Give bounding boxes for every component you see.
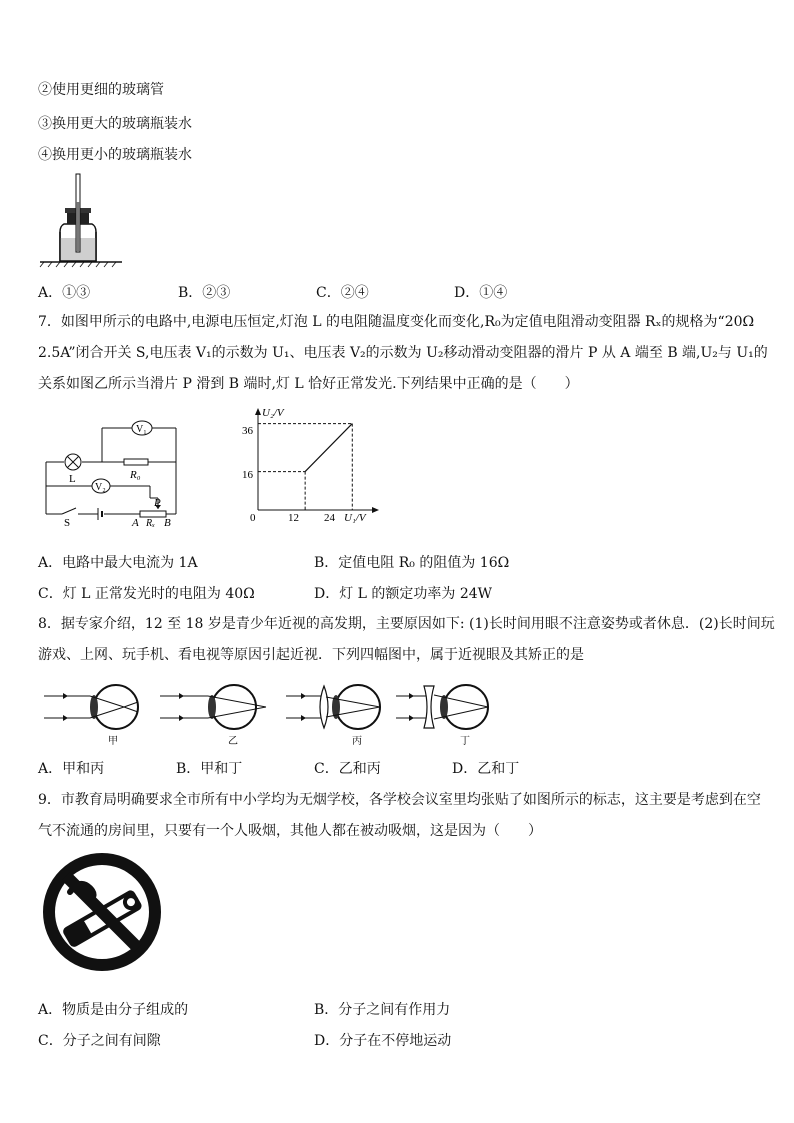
y-tick-16: 16 xyxy=(242,469,253,481)
lamp-label: L xyxy=(69,473,76,485)
origin-label: 0 xyxy=(250,512,256,524)
x-tick-12: 12 xyxy=(288,512,299,524)
v1-label: V₁ xyxy=(136,424,147,435)
q8-stem-line-2: 游戏、上网、玩手机、看电视等原因引起近视．下列四幅图中，属于近视眼及其矫正的是 xyxy=(38,647,584,663)
q7-option-a[interactable]: A．电路中最大电流为 1A xyxy=(38,555,198,571)
v2-label: V₂ xyxy=(95,482,106,493)
x-tick-24: 24 xyxy=(324,512,335,524)
q9-stem-line-1: 9．市教育局明确要求全市所有中小学均为无烟学校，各学校会议室里均张贴了如图所示的标志，这主要是考虑到在空 xyxy=(38,792,761,808)
q6-line-2: ②使用更细的玻璃管 xyxy=(38,82,164,98)
q6-option-b[interactable]: B．②③ xyxy=(178,285,231,301)
switch-label: S xyxy=(64,517,71,529)
q6-line-3: ③换用更大的玻璃瓶装水 xyxy=(38,116,192,132)
eye-label-2: 乙 xyxy=(228,736,238,747)
r0-label: R₀ xyxy=(130,469,141,481)
u2-u1-graph xyxy=(236,404,386,528)
q6-option-a[interactable]: A．①③ xyxy=(38,285,91,301)
q6-option-c[interactable]: C．②④ xyxy=(316,285,369,301)
eye-diagram-3 xyxy=(286,685,380,729)
no-smoking-icon xyxy=(40,850,164,974)
q7-option-c[interactable]: C．灯 L 正常发光时的电阻为 40Ω xyxy=(38,586,255,602)
q6-option-d[interactable]: D．①④ xyxy=(454,285,508,301)
q7-option-b[interactable]: B．定值电阻 R₀ 的阻值为 16Ω xyxy=(314,555,510,571)
rx-label: Rₓ xyxy=(146,518,155,529)
eye-label-4: 丁 xyxy=(460,736,470,747)
q7-stem-line-3: 关系如图乙所示当滑片 P 滑到 B 端时,灯 L 恰好正常发光.下列结果中正确的是（ ） xyxy=(38,376,579,392)
y-axis-label: U₂/V xyxy=(262,407,284,419)
q8-option-a[interactable]: A．甲和丙 xyxy=(38,761,105,777)
u2-u1-line xyxy=(305,424,352,472)
eye-diagram-4 xyxy=(396,685,488,729)
q7-option-d[interactable]: D．灯 L 的额定功率为 24W xyxy=(314,586,493,602)
q8-option-d[interactable]: D．乙和丁 xyxy=(452,761,520,777)
q9-option-a[interactable]: A．物质是由分子组成的 xyxy=(38,1002,189,1018)
q7-stem-line-1: 7．如图甲所示的电路中,电源电压恒定,灯泡 L 的电阻随温度变化而变化,R₀为定值电阻滑动变阻器 Rₓ的规格为“20Ω xyxy=(38,314,755,330)
p-label: P xyxy=(154,497,161,509)
q9-stem-line-2: 气不流通的房间里，只要有一个人吸烟，其他人都在被动吸烟，这是因为（ ） xyxy=(38,823,542,839)
q6-line-4: ④换用更小的玻璃瓶装水 xyxy=(38,147,192,163)
q8-option-c[interactable]: C．乙和丙 xyxy=(314,761,381,777)
eye-diagrams xyxy=(40,678,510,746)
eye-label-1: 甲 xyxy=(108,736,118,747)
q8-stem-line-1: 8．据专家介绍，12 至 18 岁是青少年近视的高发期，主要原因如下: (1)长时间用眼不注意姿势或者休息．(2)长时间玩 xyxy=(38,616,775,632)
b-label: B xyxy=(164,517,171,529)
q9-option-b[interactable]: B．分子之间有作用力 xyxy=(314,1002,451,1018)
y-tick-36: 36 xyxy=(242,425,253,437)
circuit-diagram xyxy=(40,416,190,528)
q8-option-b[interactable]: B．甲和丁 xyxy=(176,761,243,777)
x-axis-label: U₁/V xyxy=(344,512,366,524)
bottle-figure xyxy=(36,172,126,268)
eye-diagram-2 xyxy=(160,685,266,729)
eye-label-3: 丙 xyxy=(352,736,362,747)
eye-diagram-1 xyxy=(44,685,138,729)
a-label: A xyxy=(132,517,139,529)
q7-stem-line-2: 2.5A”闭合开关 S,电压表 V₁的示数为 U₁、电压表 V₂的示数为 U₂移动滑动变阻器的滑片 P 从 A 端至 B 端,U₂与 U₁的 xyxy=(38,345,768,361)
q9-option-c[interactable]: C．分子之间有间隙 xyxy=(38,1033,161,1049)
q9-option-d[interactable]: D．分子在不停地运动 xyxy=(314,1033,452,1049)
